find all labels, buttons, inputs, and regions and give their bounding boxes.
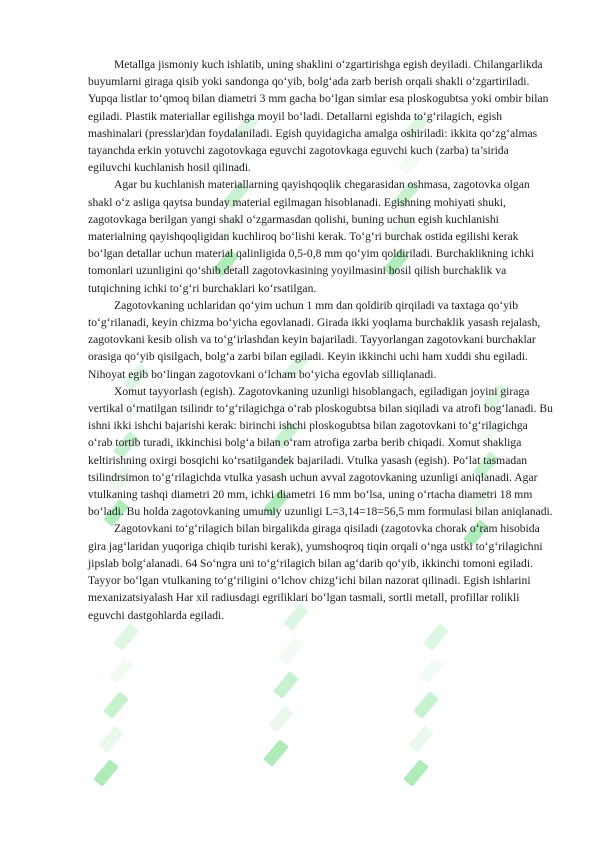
watermark-stroke	[268, 705, 294, 733]
watermark-stroke	[278, 637, 304, 665]
paragraph-zagotovka-uchlari: Zagotovkaning uchlaridan qo‘yim uchun 1 mm dan qoldirib qirqiladi va taxtaga qo‘yib to‘g‘rilanadi, keyin chizma bo‘yicha egovlanadi. Girada ikki yoqlama burchaklik yasash rejalash, zagotovkani kesib olish va to‘g‘irlashdan keyin bajariladi. Tayyorlangan zagotovkani burchaklar orasiga qo‘yib qisilgach, bolg‘a zarbi bilan egiladi. Keyin ikkinchi uchi ham xuddi shu egiladi. Nihoyat egib bo‘lingan zagotovkani o‘lcham bo‘yicha egovlab silliqlanadi.	[88, 298, 541, 381]
paragraph-egish-definition: Metallga jismoniy kuch ishlatib, uning shaklini o‘zgartirishga egish deyiladi. Chilangarlikda buyumlarni giraga qisib yoki sandonga qo‘yib, bolg‘ada zarb berish orqali shakli o‘zgartiriladi. Yupqa listlar to‘qmoq bilan diametri 3 mm gacha bo‘lgan simlar esa ploskogubtsa yoki ombir bilan egiladi. Plastik materiallar egilishga moyil bo‘ladi. Detallarni egishda to‘g‘rilagich, egish mashinalari (presslar)dan foydalaniladi. Egish quyidagicha amalga oshiriladi: ikkita qo‘zg‘almas tayanchda erkin yotuvchi zagotovkaga eguvchi zagotovkaga eguvchi kuch (zarba) ta’sirida egiluvchi kuchlanish hosil qilinadi.	[88, 58, 549, 175]
watermark-stroke	[403, 759, 429, 787]
paragraph-vtulka-egish: Zagotovkani to‘g‘rilagich bilan birgalikda giraga qisiladi (zagotovka chorak o‘ram hisobida gira jag‘laridan yuqoriga chiqib turishi kerak), yumshoqroq tiqin orqali o‘nga ustki to‘g‘rilagichni jipslab bolg‘alanadi. 64 So‘ngra uni to‘g‘rilagich bilan ag‘darib qo‘yib, ikkinchi tomoni egiladi. Tayyor bo‘lgan vtulkaning to‘g‘riligini o‘lchov chizg‘ichi bilan nazorat qilinadi. Egish ishlarini mexanizatsiyalash Har xil radiusdagi egriliklari bo‘lgan tasmali, sortli metall, profillar rolikli eguvchi dastgohlarda egiladi.	[88, 522, 543, 622]
watermark-stroke	[93, 759, 119, 787]
watermark-stroke	[113, 623, 139, 651]
document-body	[88, 56, 554, 624]
paragraph-kuchlanish: Agar bu kuchlanish materiallarning qayishqoqlik chegarasidan oshmasa, zagotovka olgan shakl o‘z asliga qaytsa bunday material egilmagan hisoblanadi. Egishning mohiyati shuki, zagotovkaga berilgan yangi shakl o‘zgarmasdan qolishi, buning uchun egish kuchlanishi materialning qayishqoqligidan kuchliroq bo‘lishi kerak. To‘g‘ri burchak ostida egilishi kerak bo‘lgan detallar uchun material qalinligida 0,5-0,8 mm qo‘yim qoldiriladi. Burchaklikning ichki tomonlari uzunligini qo‘shib detall zagotovkasining yoyilmasini hosil qilish burchaklik va tutqichning ichki to‘g‘ri burchaklari ko‘rsatilgan.	[88, 178, 534, 295]
watermark-stroke	[263, 739, 289, 767]
watermark-stroke	[423, 623, 449, 651]
paragraph-xomut-tayyorlash: Xomut tayyorlash (egish). Zagotovkaning uzunligi hisoblangach, egiladigan joyini giraga vertikal o‘rnatilgan tsilindr to‘g‘rilagichga o‘rab ploskogubtsa bilan siqiladi va atrofi bog‘lanadi. Bu ishni ikki ishchi bajarishi kerak: birinchi ishchi ploskogubtsa bilan zagotovkani to‘g‘rilagichga o‘rab tortib turadi, ikkinchisi bolg‘a bilan o‘ram atrofiga zarba berib chiqadi. Xomut shakliga keltirishning oxirgi bosqichi ko‘rsatilgandek bajariladi. Vtulka yasash (egish). Po‘lat tasmadan tsilindrsimon to‘g‘rilagichda vtulka yasash uchun avval zagotovkaning uzunligi aniqlanadi. Agar vtulkaning tashqi diametri 20 mm, ichki diametri 16 mm bo‘lsa, uning o‘rtacha diametri 18 mm bo‘ladi. Bu holda zagotovkaning umumiy uzunligi L=3,14=18=56,5 mm formulasi bilan aniqlanadi.	[88, 384, 553, 519]
watermark-stroke	[98, 725, 124, 753]
watermark-stroke	[408, 725, 434, 753]
watermark-stroke	[108, 657, 134, 685]
watermark-stroke	[418, 657, 444, 685]
watermark-stroke	[273, 671, 299, 699]
watermark-stroke	[413, 691, 439, 719]
watermark-stroke	[103, 691, 129, 719]
